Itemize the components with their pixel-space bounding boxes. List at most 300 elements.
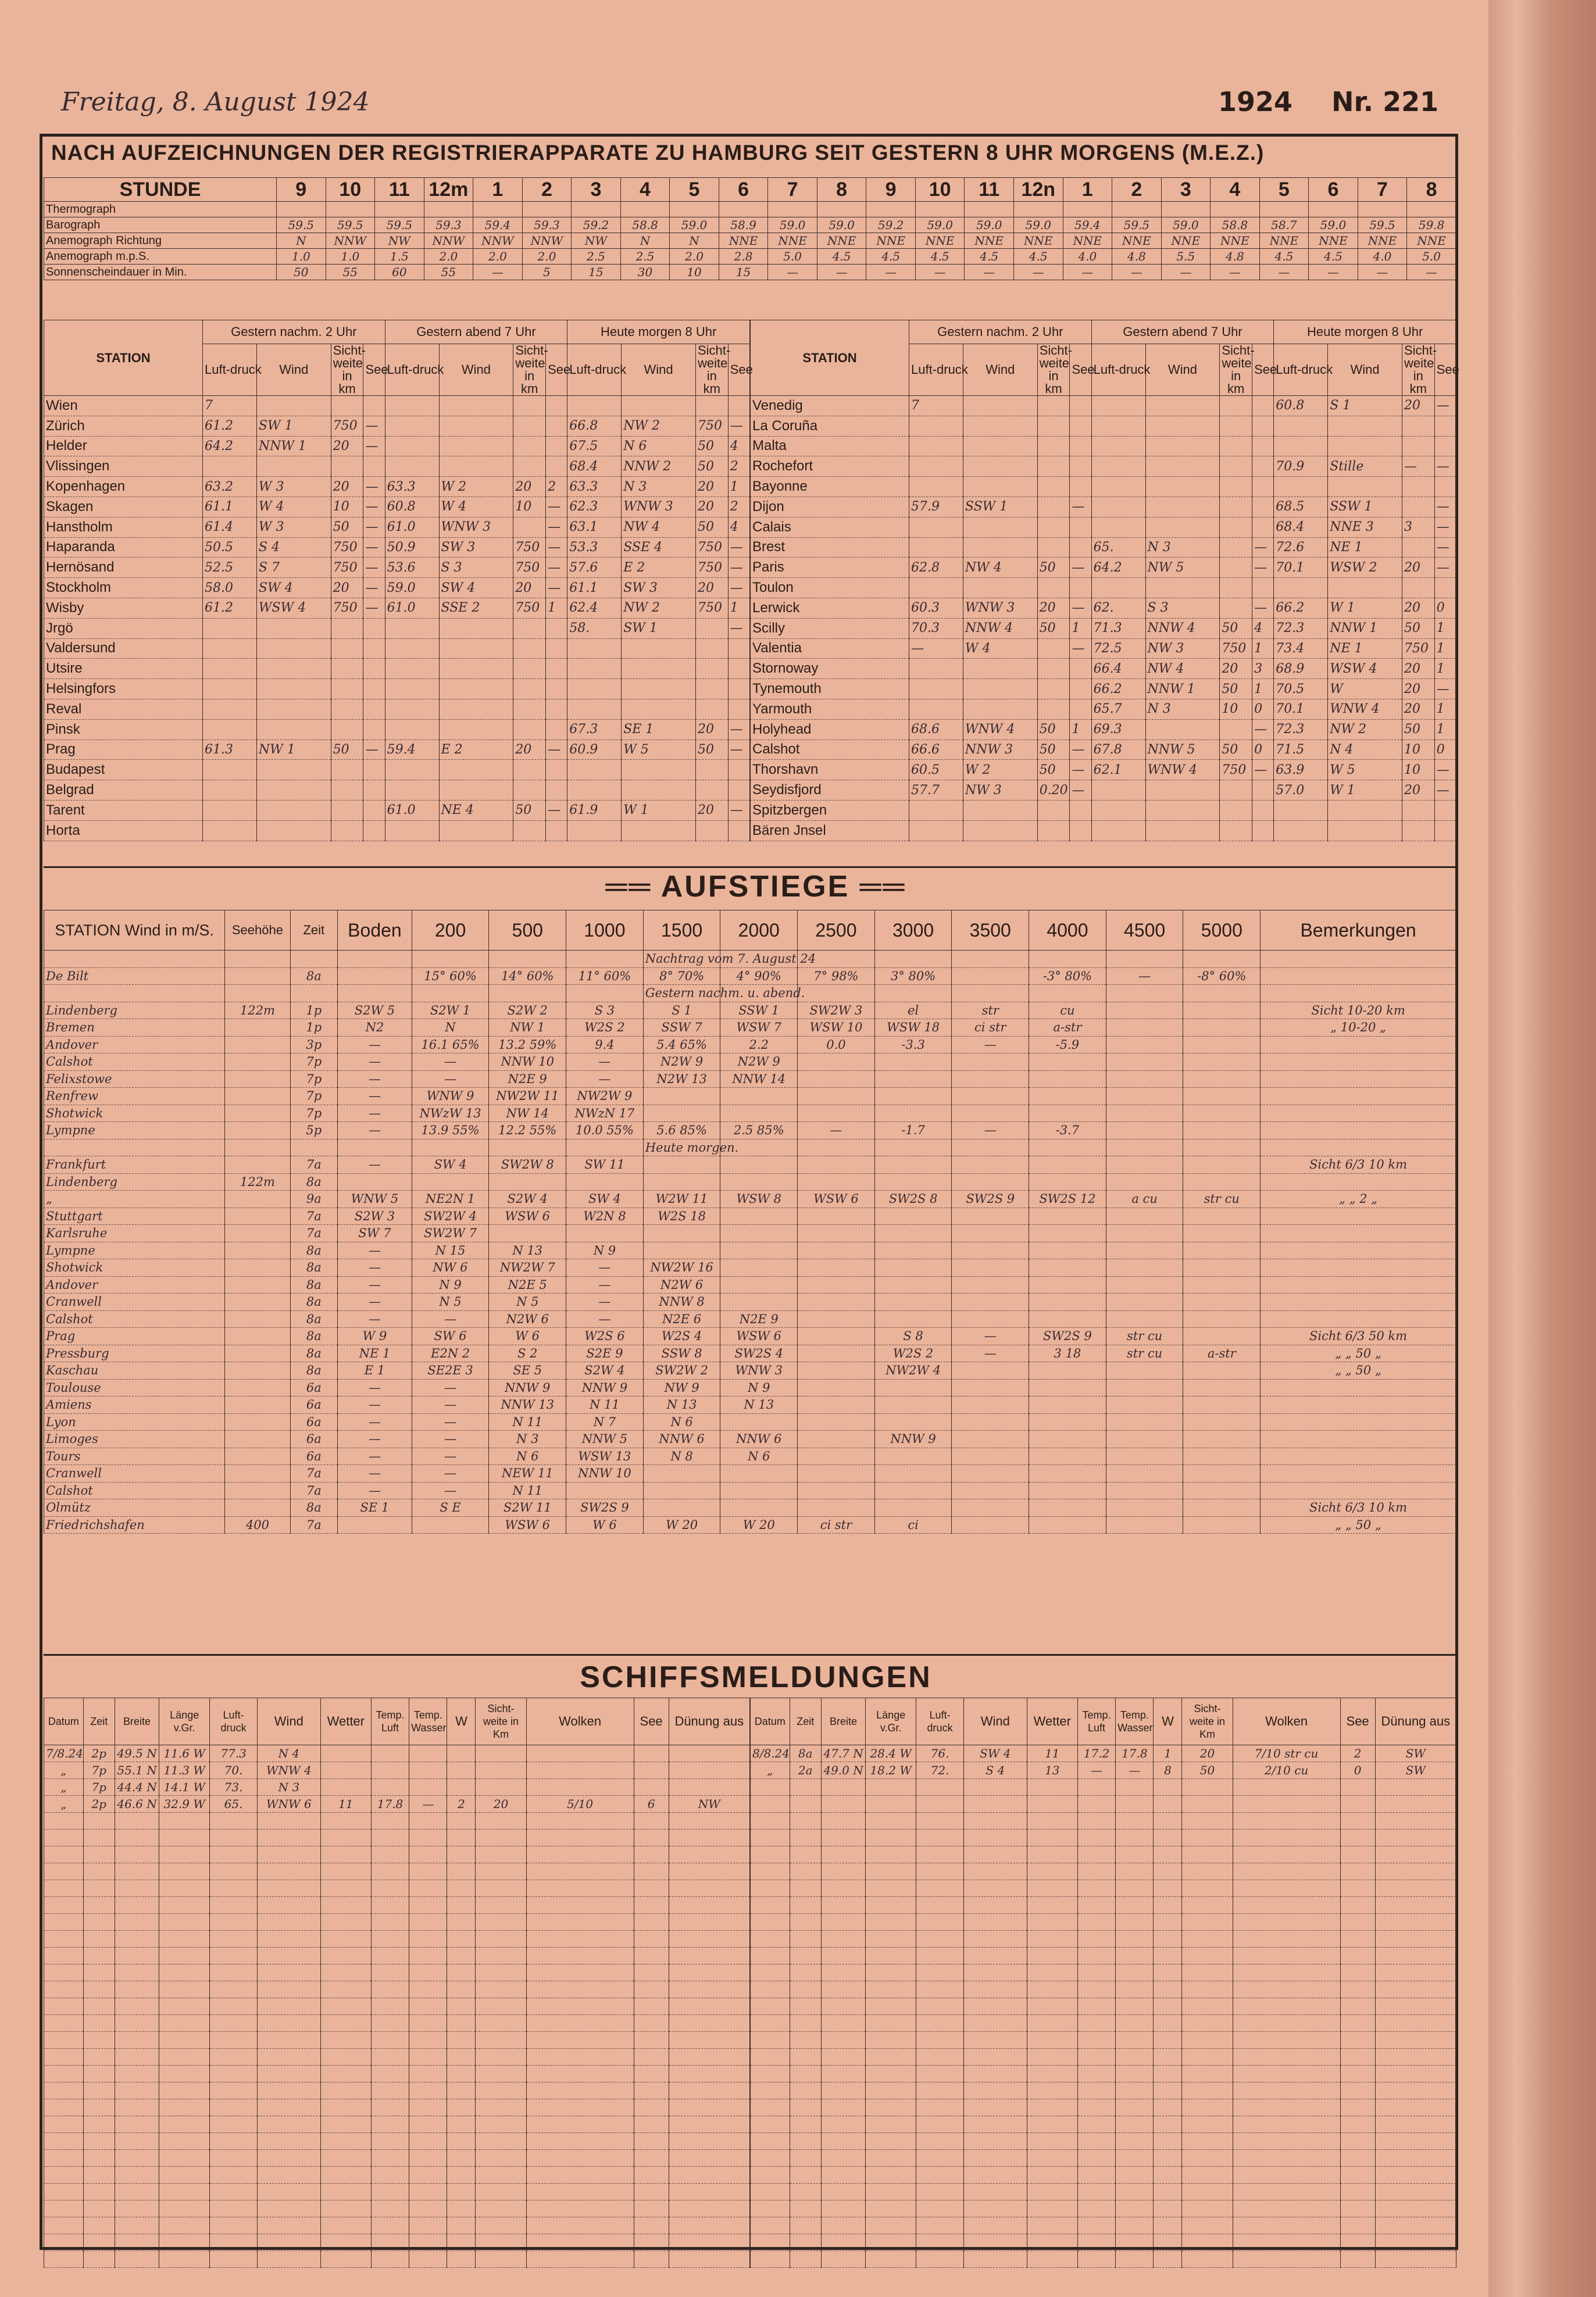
- hourly-value: [424, 202, 473, 217]
- station-value: [513, 719, 546, 740]
- aufstiege-value: [952, 1396, 1029, 1414]
- ship-value: [1077, 1998, 1115, 2015]
- station-value: W 4: [439, 496, 513, 517]
- ship-value: 2p: [83, 1745, 115, 1762]
- station-value: 1: [1252, 679, 1274, 699]
- station-value: [567, 659, 622, 679]
- aufstiege-row: [44, 1019, 1456, 1037]
- station-value: NW 3: [963, 780, 1037, 801]
- ship-value: [866, 1914, 916, 1931]
- aufstiege-value: [952, 1105, 1029, 1122]
- aufstiege-value: NNW 10: [566, 1465, 644, 1482]
- ship-row: [44, 1981, 750, 1998]
- ship-value: [159, 1846, 210, 1863]
- aufstiege-value: —: [338, 1088, 412, 1105]
- ship-value: [916, 2066, 964, 2082]
- ship-value: 20: [1182, 1745, 1233, 1762]
- ship-value: [1027, 1897, 1077, 1914]
- station-value: —: [728, 618, 749, 638]
- station-value: —: [363, 740, 385, 760]
- station-value: 4: [728, 436, 749, 456]
- ship-value: 6: [634, 1796, 669, 1813]
- station-value: NE 1: [1328, 638, 1402, 659]
- station-value: 61.0: [385, 598, 439, 618]
- aufstiege-value: 10.0 55%: [566, 1122, 644, 1139]
- station-row: [751, 578, 1456, 598]
- aufstiege-value: 3° 80%: [874, 967, 952, 985]
- ship-value: [1375, 2116, 1456, 2133]
- station-value: 70.9: [1274, 456, 1328, 477]
- ship-value: [1182, 1964, 1233, 1981]
- aufstiege-value: str cu: [1183, 1191, 1261, 1208]
- ship-value: [1375, 1964, 1456, 1981]
- aufstiege-value: [1183, 1070, 1261, 1088]
- aufstiege-value: [952, 967, 1029, 985]
- aufstiege-value: [338, 1173, 412, 1191]
- see-header: See: [363, 344, 385, 396]
- aufstiege-row: [44, 1431, 1456, 1448]
- ship-value: [669, 2066, 749, 2082]
- station-value: [1091, 496, 1145, 517]
- ship-value: [320, 1762, 371, 1779]
- ship-row: [751, 1914, 1456, 1931]
- ship-value: [916, 2217, 964, 2234]
- aufstiege-value: N2W 9: [643, 1053, 720, 1071]
- station-value: 61.4: [202, 517, 256, 537]
- ship-value: 72.: [916, 1762, 964, 1779]
- station-value: 65.7: [1091, 699, 1145, 719]
- aufstiege-column-header: STATION Wind in m/S.: [44, 910, 225, 951]
- aufstiege-value: [1183, 1294, 1261, 1311]
- aufstiege-value: [1106, 1036, 1183, 1053]
- station-value: [202, 659, 256, 679]
- ship-value: [751, 1981, 790, 1998]
- ship-value: [963, 2099, 1027, 2116]
- station-value: NNW 4: [963, 618, 1037, 638]
- ship-value: [210, 2167, 258, 2184]
- ship-value: [409, 1914, 447, 1931]
- ship-value: [1233, 2251, 1340, 2268]
- aufstiege-value: —: [1106, 967, 1183, 985]
- ship-row: [751, 2167, 1456, 2184]
- station-value: [963, 477, 1037, 497]
- station-value: W 3: [256, 517, 331, 537]
- aufstiege-value: N 9: [566, 1242, 644, 1259]
- aufstiege-value: [952, 1070, 1029, 1088]
- ship-value: [790, 1796, 821, 1813]
- ship-value: 7/10 str cu: [1233, 1745, 1340, 1762]
- ship-value: [790, 2150, 821, 2167]
- station-value: [1220, 496, 1252, 517]
- station-value: [1328, 578, 1402, 598]
- ship-column-header: Länge v.Gr.: [159, 1698, 210, 1745]
- hour-cell: 4: [620, 178, 670, 202]
- ship-value: [83, 2099, 115, 2116]
- station-value: SSE 2: [439, 598, 513, 618]
- ship-value: [916, 2099, 964, 2116]
- ship-value: [115, 1914, 159, 1931]
- ship-value: [115, 2150, 159, 2167]
- station-value: SW 1: [622, 618, 696, 638]
- hourly-value: 59.5: [277, 217, 326, 233]
- aufstiege-value: 6a: [290, 1448, 338, 1465]
- ship-value: [1182, 1830, 1233, 1846]
- aufstiege-value: [225, 1276, 290, 1294]
- hour-cell: 1: [1063, 178, 1112, 202]
- ship-row: [44, 1931, 750, 1948]
- station-row: [751, 517, 1456, 537]
- station-value: [1070, 659, 1091, 679]
- ship-column-header: W: [447, 1698, 476, 1745]
- ship-value: [371, 1897, 409, 1914]
- station-value: SW 4: [256, 578, 331, 598]
- station-value: 72.3: [1274, 719, 1328, 740]
- station-value: 61.1: [202, 496, 256, 517]
- hourly-value: NNE: [1309, 233, 1358, 249]
- aufstiege-value: —: [798, 1122, 875, 1139]
- ship-value: [751, 1779, 790, 1796]
- aufstiege-value: [1183, 1156, 1261, 1174]
- aufstiege-value: 7a: [290, 1208, 338, 1225]
- station-value: [1274, 416, 1328, 436]
- ship-value: [447, 1779, 476, 1796]
- ship-value: [1116, 1830, 1154, 1846]
- ship-value: [257, 1813, 320, 1830]
- aufstiege-header-row: [44, 910, 1456, 951]
- ship-value: 47.7 N: [821, 1745, 865, 1762]
- ship-value: [447, 2099, 476, 2116]
- ship-value: [1077, 1914, 1115, 1931]
- ship-value: [476, 1846, 526, 1863]
- hourly-value: 4.5: [817, 249, 866, 265]
- ship-row: [44, 1762, 750, 1779]
- station-value: [1434, 578, 1456, 598]
- aufstiege-station: Andover: [44, 1276, 225, 1294]
- station-value: [546, 780, 567, 801]
- station-value: [439, 638, 513, 659]
- aufstiege-value: WNW 3: [720, 1362, 798, 1380]
- aufstiege-value: —: [566, 1294, 644, 1311]
- ship-value: [1340, 2200, 1375, 2217]
- aufstiege-value: [225, 967, 290, 985]
- ship-value: [963, 1948, 1027, 1964]
- station-value: W 1: [1328, 780, 1402, 801]
- station-value: 50: [1037, 719, 1070, 740]
- aufstiege-value: [874, 1276, 952, 1294]
- station-value: [963, 517, 1037, 537]
- station-value: [546, 416, 567, 436]
- aufstiege-value: [1183, 1499, 1261, 1517]
- ship-value: [257, 1897, 320, 1914]
- ship-value: [669, 1931, 749, 1948]
- station-value: [1252, 456, 1274, 477]
- station-value: 68.5: [1274, 496, 1328, 517]
- station-value: 62.8: [909, 558, 963, 578]
- aufstiege-row: [44, 1208, 1456, 1225]
- aufstiege-value: [412, 1139, 489, 1156]
- aufstiege-value: —: [412, 1465, 489, 1482]
- station-value: [1220, 436, 1252, 456]
- ship-row: [751, 2217, 1456, 2234]
- ship-value: [320, 2217, 371, 2234]
- aufstiege-value: [798, 1208, 875, 1225]
- hourly-value: 4.5: [866, 249, 916, 265]
- station-value: 2: [728, 496, 749, 517]
- ship-value: [257, 1830, 320, 1846]
- ship-value: 11.3 W: [159, 1762, 210, 1779]
- ship-value: [447, 2251, 476, 2268]
- aufstiege-value: [290, 985, 338, 1002]
- ship-value: [476, 1948, 526, 1964]
- aufstiege-station: Limoges: [44, 1431, 225, 1448]
- ship-value: 7p: [83, 1779, 115, 1796]
- station-value: 53.6: [385, 558, 439, 578]
- station-name: Calais: [751, 517, 909, 537]
- ship-value: [751, 2049, 790, 2066]
- aufstiege-value: 7a: [290, 1516, 338, 1534]
- ship-value: [159, 1863, 210, 1880]
- ship-value: [476, 2015, 526, 2032]
- ship-value: [1340, 2116, 1375, 2133]
- ship-row: [44, 2200, 750, 2217]
- schiffsmeldungen-title: SCHIFFSMELDUNGEN: [580, 1660, 932, 1694]
- ship-value: [1340, 1863, 1375, 1880]
- station-value: —: [546, 740, 567, 760]
- ship-value: [371, 1830, 409, 1846]
- station-value: [1328, 436, 1402, 456]
- station-value: SE 1: [622, 719, 696, 740]
- aufstiege-station: Frankfurt: [44, 1156, 225, 1174]
- ship-value: [1077, 2133, 1115, 2150]
- station-value: [1091, 780, 1145, 801]
- ship-value: [371, 2133, 409, 2150]
- ship-value: [963, 2167, 1027, 2184]
- ship-row: [44, 2167, 750, 2184]
- ship-value: [44, 1981, 84, 1998]
- aufstiege-value: [798, 1276, 875, 1294]
- aufstiege-value: SW2S 8: [874, 1191, 952, 1208]
- aufstiege-value: —: [412, 1396, 489, 1414]
- aufstiege-value: [412, 1173, 489, 1191]
- station-value: —: [1070, 740, 1091, 760]
- station-value: 750: [331, 416, 363, 436]
- ship-value: [476, 1964, 526, 1981]
- ship-value: [963, 1914, 1027, 1931]
- ship-value: [409, 1897, 447, 1914]
- aufstiege-value: [489, 1173, 566, 1191]
- ship-column-header: Länge v.Gr.: [866, 1698, 916, 1745]
- aufstiege-value: [225, 1225, 290, 1242]
- ship-value: [821, 1948, 865, 1964]
- ship-value: [159, 2167, 210, 2184]
- station-value: [202, 820, 256, 841]
- aufstiege-value: 8a: [290, 1242, 338, 1259]
- station-value: —: [728, 537, 749, 558]
- ship-value: [866, 2099, 916, 2116]
- ship-value: [1077, 2015, 1115, 2032]
- ship-value: [821, 1796, 865, 1813]
- station-value: [513, 760, 546, 780]
- ship-value: [1116, 2150, 1154, 2167]
- ship-value: [634, 1779, 669, 1796]
- station-value: —: [546, 537, 567, 558]
- station-value: [909, 699, 963, 719]
- station-value: [1434, 820, 1456, 841]
- ship-value: [210, 2049, 258, 2066]
- ship-column-header: Datum: [44, 1698, 84, 1745]
- station-value: [622, 396, 696, 416]
- aufstiege-value: 13.9 55%: [412, 1122, 489, 1139]
- station-value: 20: [1402, 679, 1434, 699]
- aufstiege-value: [1029, 1294, 1106, 1311]
- ship-value: [44, 2082, 84, 2099]
- ship-value: [44, 2150, 84, 2167]
- ship-value: [1340, 1914, 1375, 1931]
- station-value: 20: [1402, 396, 1434, 416]
- station-value: [567, 638, 622, 659]
- aufstiege-value: N 6: [643, 1413, 720, 1431]
- ship-value: [44, 1964, 84, 1981]
- aufstiege-row: [44, 1362, 1456, 1380]
- aufstiege-value: —: [338, 1259, 412, 1277]
- hourly-value: —: [1211, 265, 1260, 280]
- aufstiege-value: a cu: [1106, 1191, 1183, 1208]
- ship-value: [1027, 1813, 1077, 1830]
- station-value: 60.3: [909, 598, 963, 618]
- station-value: [513, 396, 546, 416]
- station-value: 2: [546, 477, 567, 497]
- aufstiege-value: [1183, 1002, 1261, 1019]
- ship-value: [371, 1981, 409, 1998]
- aufstiege-value: N 15: [412, 1242, 489, 1259]
- ship-value: [790, 1779, 821, 1796]
- aufstiege-row: [44, 1379, 1456, 1396]
- ship-value: [159, 2251, 210, 2268]
- ship-value: 0: [1340, 1762, 1375, 1779]
- ship-value: [1340, 1998, 1375, 2015]
- station-value: [363, 699, 385, 719]
- ship-value: [1154, 2234, 1182, 2251]
- aufstiege-value: [1029, 1156, 1106, 1174]
- hourly-value: NNW: [424, 233, 473, 249]
- station-value: [513, 638, 546, 659]
- aufstiege-value: [1261, 1139, 1456, 1156]
- aufstiege-value: —: [952, 1328, 1029, 1345]
- station-value: WNW 3: [963, 598, 1037, 618]
- hourly-value: 58.8: [1211, 217, 1260, 233]
- ship-value: 8: [1154, 1762, 1182, 1779]
- aufstiege-station: Lindenberg: [44, 1002, 225, 1019]
- ship-value: [371, 1998, 409, 2015]
- station-value: [963, 436, 1037, 456]
- station-value: SW 1: [256, 416, 331, 436]
- ship-value: [1182, 1897, 1233, 1914]
- station-value: [363, 679, 385, 699]
- aufstiege-value: W2S 6: [566, 1328, 644, 1345]
- aufstiege-value: [1183, 1516, 1261, 1534]
- station-value: 3: [1252, 659, 1274, 679]
- station-value: —: [728, 719, 749, 740]
- ship-value: [1154, 1779, 1182, 1796]
- ship-value: [44, 1863, 84, 1880]
- ship-value: [821, 2167, 865, 2184]
- aufstiege-row: [44, 1242, 1456, 1259]
- ship-value: [1233, 2099, 1340, 2116]
- ship-value: [1077, 2116, 1115, 2133]
- hourly-value: [817, 202, 866, 217]
- ship-value: [821, 2049, 865, 2066]
- aufstiege-value: SW2W 4: [412, 1208, 489, 1225]
- station-value: —: [1070, 598, 1091, 618]
- station-value: —: [363, 477, 385, 497]
- aufstiege-value: str cu: [1106, 1328, 1183, 1345]
- hour-cell: 4: [1211, 178, 1260, 202]
- ship-value: [159, 1948, 210, 1964]
- station-value: [331, 699, 363, 719]
- station-value: —: [728, 578, 749, 598]
- aufstiege-station: Amiens: [44, 1396, 225, 1414]
- aufstiege-value: [952, 1448, 1029, 1465]
- ship-value: [866, 2251, 916, 2268]
- aufstiege-value: [1029, 1070, 1106, 1088]
- station-value: [963, 800, 1037, 820]
- aufstiege-value: [1261, 1310, 1456, 1328]
- ship-value: [1182, 2066, 1233, 2082]
- aufstiege-station: „: [44, 1191, 225, 1208]
- station-value: 20: [1402, 780, 1434, 801]
- aufstiege-value: [874, 1242, 952, 1259]
- station-value: [1252, 436, 1274, 456]
- aufstiege-value: —: [338, 1036, 412, 1053]
- aufstiege-row: [44, 1482, 1456, 1499]
- station-value: 63.1: [567, 517, 622, 537]
- station-row: [751, 699, 1456, 719]
- station-value: 60.8: [385, 496, 439, 517]
- station-value: [1091, 416, 1145, 436]
- ship-value: [1340, 1779, 1375, 1796]
- ship-value: [447, 1964, 476, 1981]
- aufstiege-station: Bremen: [44, 1019, 225, 1037]
- station-value: [1145, 436, 1220, 456]
- ship-value: [159, 2150, 210, 2167]
- ship-value: [1027, 2015, 1077, 2032]
- aufstiege-value: N 7: [566, 1413, 644, 1431]
- station-value: [1252, 416, 1274, 436]
- ship-value: [409, 2015, 447, 2032]
- aufstiege-value: [720, 1259, 798, 1277]
- station-value: 7: [909, 396, 963, 416]
- ship-value: [1375, 2066, 1456, 2082]
- station-value: WNW 4: [963, 719, 1037, 740]
- hourly-value: N: [670, 233, 719, 249]
- ship-value: [790, 2200, 821, 2217]
- aufstiege-column-header: 4000: [1029, 910, 1106, 951]
- ship-row: [44, 2082, 750, 2099]
- aufstiege-value: [489, 985, 566, 1002]
- ship-value: [790, 2217, 821, 2234]
- station-value: [622, 638, 696, 659]
- ship-row: [751, 2116, 1456, 2133]
- ship-value: [159, 1830, 210, 1846]
- ship-value: [476, 2184, 526, 2200]
- aufstiege-station: Pressburg: [44, 1345, 225, 1362]
- ship-value: [44, 1880, 84, 1897]
- ship-value: [257, 1948, 320, 1964]
- aufstiege-value: [952, 1310, 1029, 1328]
- station-name: Lerwick: [751, 598, 909, 618]
- ship-value: [1233, 2066, 1340, 2082]
- ship-value: [526, 1762, 634, 1779]
